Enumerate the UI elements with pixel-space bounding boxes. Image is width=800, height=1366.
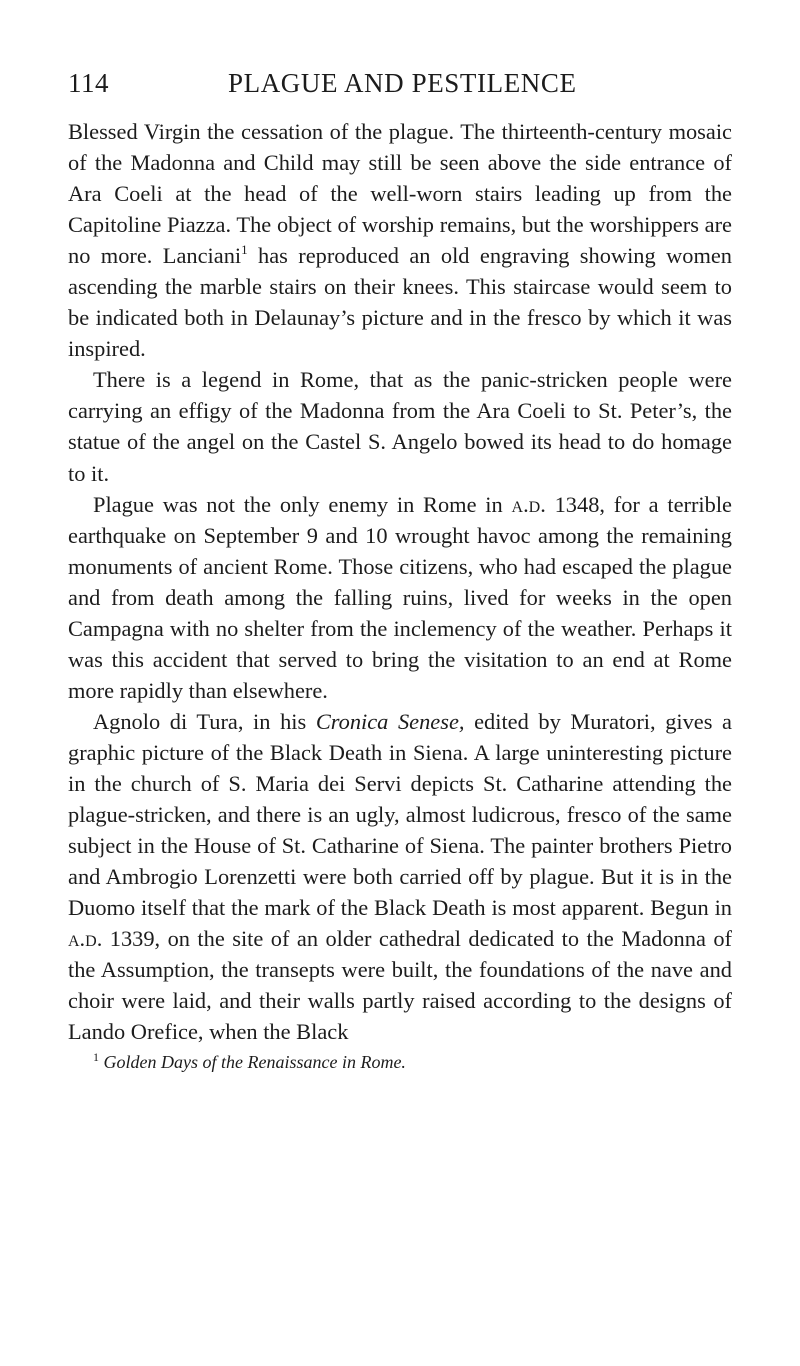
book-page bbox=[68, 62, 732, 1074]
paragraph-2: There is a legend in Rome, that as the panic-stricken people were carrying an effigy of the Madonna from the Ara Coeli to St. Peter’s, the statue of the angel on the Castel S. Angelo bowed its head to do homage to it. bbox=[68, 367, 732, 486]
footnote bbox=[68, 1050, 732, 1074]
paragraph-4 bbox=[68, 706, 732, 1048]
era-abbreviation: a.d. bbox=[511, 491, 546, 517]
body-text bbox=[68, 116, 732, 1047]
paragraph-3-text-a: Plague was not the only enemy in Rome in bbox=[93, 491, 512, 517]
work-title: Cronica Senese, bbox=[315, 708, 465, 734]
footnote-marker: 1 bbox=[93, 1050, 99, 1065]
footnote-reference: 1 bbox=[241, 242, 248, 258]
page-number: 114 bbox=[68, 68, 109, 98]
paragraph-4-text-a: Agnolo di Tura, in his bbox=[93, 708, 316, 734]
paragraph-4-text-c: 1339, on the site of an older cathedral dedicated to the Madonna of the Assumption, the transepts were built, the foundations of the nave and choir were laid, and their walls partly raised according to the designs of Lando Orefice, when the Black bbox=[68, 926, 732, 1045]
running-head bbox=[68, 62, 732, 106]
paragraph-4-text-b: edited by Muratori, gives a graphic picture of the Black Death in Siena. A large uninteresting picture in the church of S. Maria dei Servi depicts St. Catharine attending the plague-stricken, and there is an ugly, almost ludicrous, fresco of the same subject in the House of St. Catharine of Siena. The painter brothers Pietro and Ambrogio Lorenzetti were both carried off by plague. But it is in the Duomo itself that the mark of the Black Death is most apparent. Begun in bbox=[68, 708, 732, 921]
era-abbreviation: a.d. bbox=[68, 926, 103, 952]
footnote-text: Golden Days of the Renaissance in Rome. bbox=[103, 1052, 406, 1073]
paragraph-1-text-a: Blessed Virgin the cessation of the plague. The thirteenth-century mosaic of the Madonna and Child may still be seen above the side entrance of Ara Coeli at the head of the well-worn stairs leading up from the Capitoline Piazza. The object of worship remains, but the worshippers are no more. Lanciani bbox=[68, 119, 732, 269]
paragraph-1 bbox=[68, 116, 732, 364]
paragraph-3 bbox=[68, 489, 732, 706]
paragraph-1-text-b: has reproduced an old engraving showing women ascending the marble stairs on their knees. This staircase would seem to be indicated both in Delaunay’s picture and in the fresco by which it was inspired. bbox=[68, 243, 732, 362]
running-head-title: PLAGUE AND PESTILENCE bbox=[228, 68, 577, 98]
paragraph-3-text-b: 1348, for a terrible earthquake on September 9 and 10 wrought havoc among the remaining monuments of ancient Rome. Those citizens, who had escaped the plague and from death among the falling ruins, lived for weeks in the open Campagna with no shelter from the inclemency of the weather. Perhaps it was this accident that served to bring the visitation to an end at Rome more rapidly than elsewhere. bbox=[68, 491, 732, 703]
